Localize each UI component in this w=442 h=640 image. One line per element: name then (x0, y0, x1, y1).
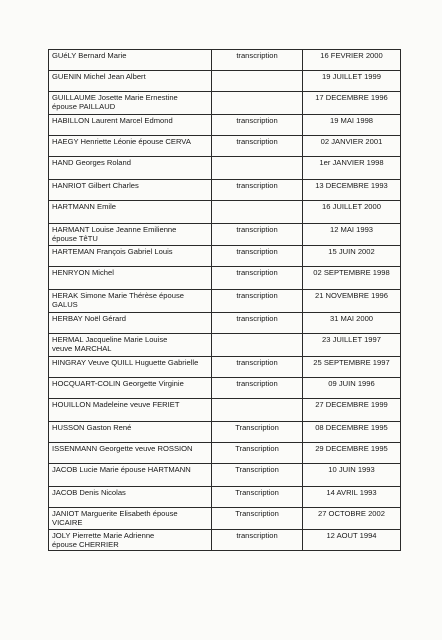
name-cell: JOLY Pierrette Marie Adrienne épouse CHERRIER (49, 529, 212, 551)
table-row (49, 442, 401, 463)
table-row (49, 377, 401, 398)
name-cell: JACOB Denis Nicolas (49, 486, 212, 507)
date-cell: 16 FEVRIER 2000 (303, 50, 401, 71)
name-cell: HERMAL Jacqueline Marie Louise veuve MARCHAL (49, 333, 212, 356)
name-cell: HANRIOT Gilbert Charles (49, 180, 212, 201)
name-cell: HERAK Simone Marie Thérèse épouse GALUS (49, 289, 212, 312)
date-cell: 08 DECEMBRE 1995 (303, 421, 401, 442)
date-cell: 27 DECEMBRE 1999 (303, 398, 401, 421)
name-cell: HERBAY Noël Gérard (49, 312, 212, 333)
table-row (49, 180, 401, 201)
date-cell: 15 JUIN 2002 (303, 245, 401, 266)
table-row (49, 157, 401, 180)
type-cell: Transcription (212, 507, 303, 529)
name-cell: GUéLY Bernard Marie (49, 50, 212, 71)
date-cell: 27 OCTOBRE 2002 (303, 507, 401, 529)
type-cell (212, 398, 303, 421)
type-cell: transcription (212, 377, 303, 398)
type-cell: transcription (212, 529, 303, 551)
date-cell: 16 JUILLET 2000 (303, 201, 401, 224)
type-cell: transcription (212, 356, 303, 377)
type-cell: transcription (212, 115, 303, 136)
type-cell (212, 92, 303, 115)
type-cell: transcription (212, 180, 303, 201)
type-cell: Transcription (212, 486, 303, 507)
name-cell: HUSSON Gaston René (49, 421, 212, 442)
type-cell (212, 333, 303, 356)
name-cell: GUILLAUME Josette Marie Ernestine épouse PAILLAUD (49, 92, 212, 115)
registry-body (49, 50, 401, 551)
date-cell: 12 MAI 1993 (303, 224, 401, 246)
table-row (49, 507, 401, 529)
table-row (49, 92, 401, 115)
name-cell: HINGRAY Veuve QUILL Huguette Gabrielle (49, 356, 212, 377)
type-cell: transcription (212, 224, 303, 246)
date-cell: 1er JANVIER 1998 (303, 157, 401, 180)
table-row (49, 333, 401, 356)
type-cell: transcription (212, 289, 303, 312)
type-cell: transcription (212, 312, 303, 333)
date-cell: 31 MAI 2000 (303, 312, 401, 333)
table-row (49, 50, 401, 71)
date-cell: 12 AOUT 1994 (303, 529, 401, 551)
name-cell: HAND Georges Roland (49, 157, 212, 180)
type-cell: Transcription (212, 442, 303, 463)
date-cell: 14 AVRIL 1993 (303, 486, 401, 507)
table-row (49, 245, 401, 266)
date-cell: 09 JUIN 1996 (303, 377, 401, 398)
name-cell: JACOB Lucie Marie épouse HARTMANN (49, 463, 212, 486)
table-row (49, 115, 401, 136)
table-row (49, 224, 401, 246)
table-row (49, 529, 401, 551)
table-row (49, 312, 401, 333)
name-cell: JANIOT Marguerite Elisabeth épouse VICAIRE (49, 507, 212, 529)
name-cell: HARTMANN Emile (49, 201, 212, 224)
name-cell: HABILLON Laurent Marcel Edmond (49, 115, 212, 136)
type-cell: transcription (212, 245, 303, 266)
name-cell: HARMANT Louise Jeanne Emilienne épouse TêTU (49, 224, 212, 246)
type-cell: Transcription (212, 421, 303, 442)
table-row (49, 136, 401, 157)
table-row (49, 289, 401, 312)
date-cell: 02 SEPTEMBRE 1998 (303, 266, 401, 289)
registry-table (48, 49, 401, 551)
type-cell: transcription (212, 50, 303, 71)
type-cell: Transcription (212, 463, 303, 486)
date-cell: 19 MAI 1998 (303, 115, 401, 136)
date-cell: 17 DECEMBRE 1996 (303, 92, 401, 115)
date-cell: 23 JUILLET 1997 (303, 333, 401, 356)
table-row (49, 486, 401, 507)
name-cell: HARTEMAN François Gabriel Louis (49, 245, 212, 266)
name-cell: HENRYON Michel (49, 266, 212, 289)
table-row (49, 463, 401, 486)
date-cell: 25 SEPTEMBRE 1997 (303, 356, 401, 377)
type-cell (212, 157, 303, 180)
date-cell: 02 JANVIER 2001 (303, 136, 401, 157)
name-cell: ISSENMANN Georgette veuve ROSSION (49, 442, 212, 463)
date-cell: 19 JUILLET 1999 (303, 71, 401, 92)
date-cell: 21 NOVEMBRE 1996 (303, 289, 401, 312)
table-row (49, 201, 401, 224)
name-cell: GUENIN Michel Jean Albert (49, 71, 212, 92)
type-cell: transcription (212, 266, 303, 289)
table-row (49, 266, 401, 289)
type-cell (212, 71, 303, 92)
name-cell: HAEGY Henriette Léonie épouse CERVA (49, 136, 212, 157)
date-cell: 29 DECEMBRE 1995 (303, 442, 401, 463)
type-cell: transcription (212, 136, 303, 157)
table-row (49, 398, 401, 421)
type-cell (212, 201, 303, 224)
date-cell: 10 JUIN 1993 (303, 463, 401, 486)
name-cell: HOUILLON Madeleine veuve FERIET (49, 398, 212, 421)
name-cell: HOCQUART-COLIN Georgette Virginie (49, 377, 212, 398)
table-row (49, 421, 401, 442)
table-row (49, 71, 401, 92)
table-row (49, 356, 401, 377)
date-cell: 13 DECEMBRE 1993 (303, 180, 401, 201)
